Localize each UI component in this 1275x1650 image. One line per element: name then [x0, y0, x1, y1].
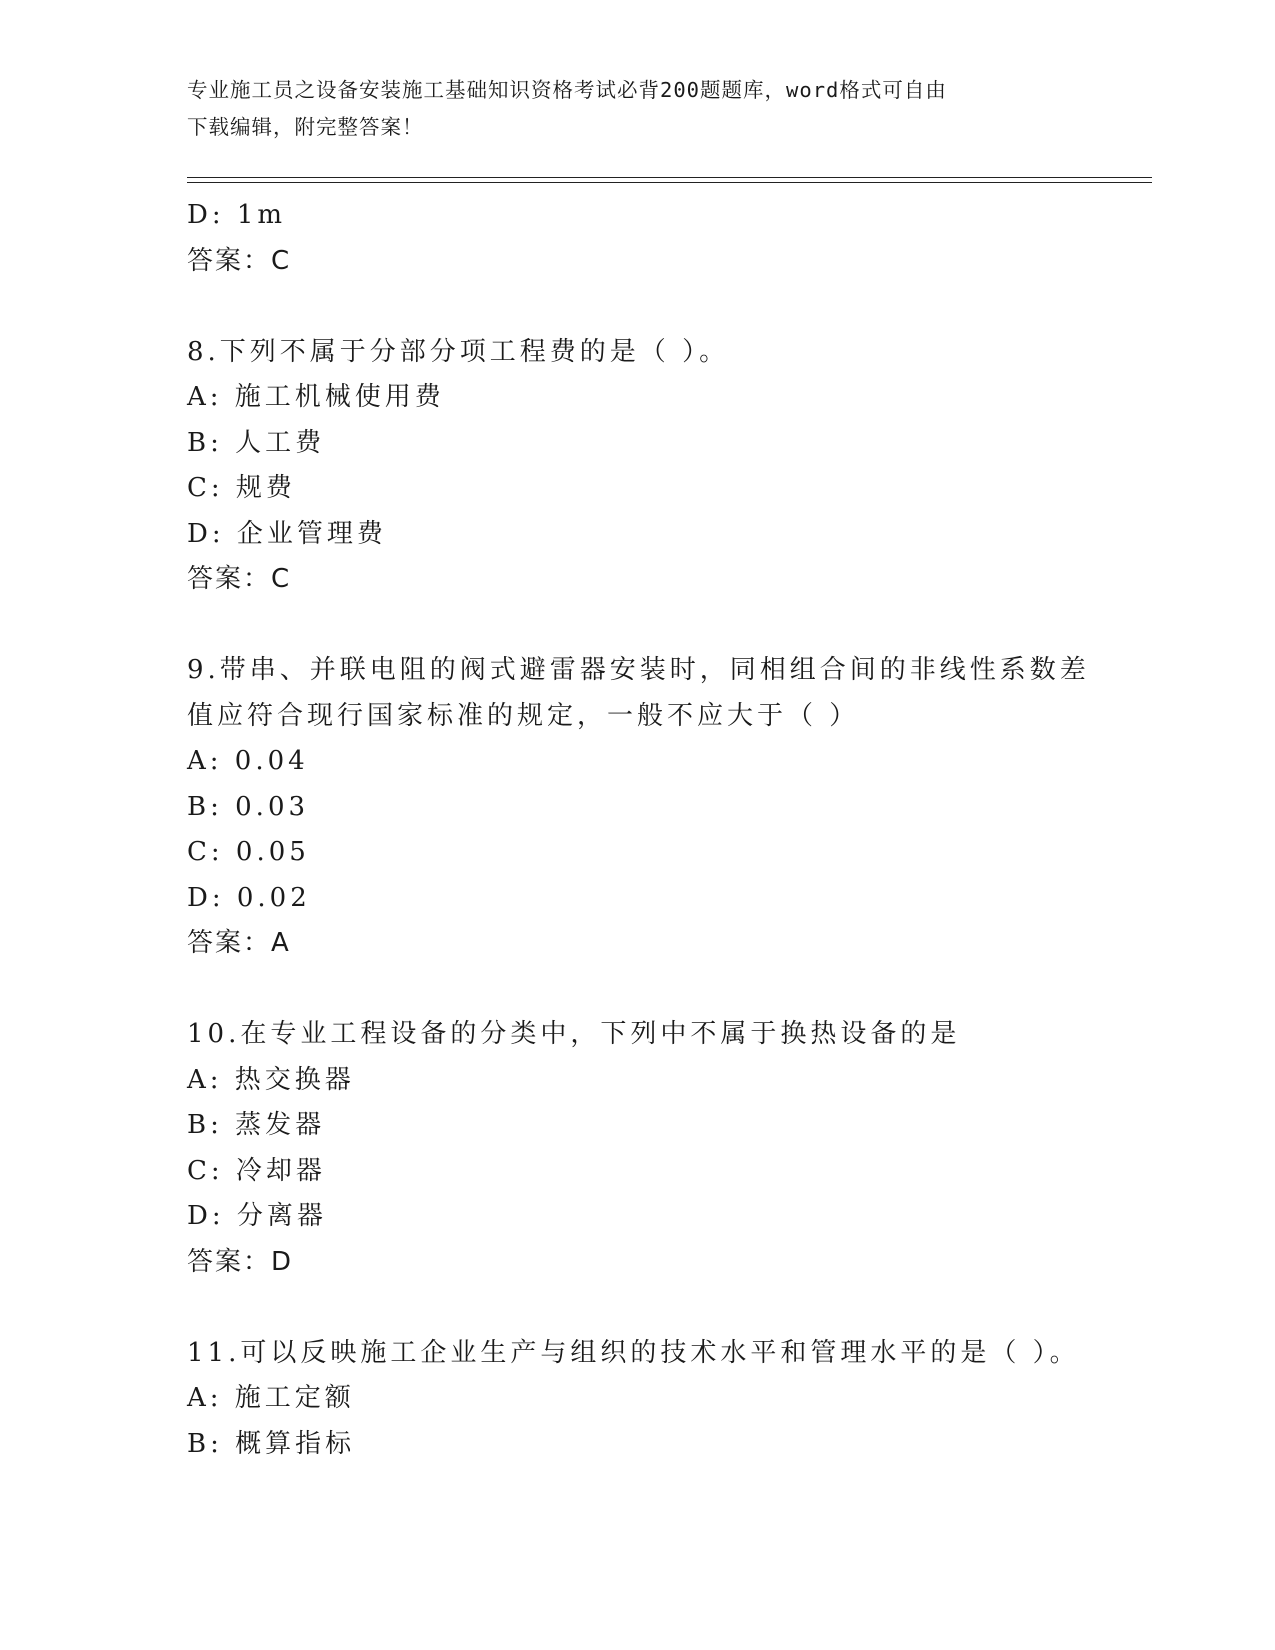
header-line-1: 专业施工员之设备安装施工基础知识资格考试必背200题题库，word格式可自由 [187, 78, 947, 102]
option-b: B: 概算指标 [187, 1428, 356, 1459]
question-stem: 11.可以反映施工企业生产与组织的技术水平和管理水平的是（ ）。 [187, 1337, 1080, 1368]
option-b: B: 0.03 [187, 791, 310, 822]
option-a: A: 热交换器 [187, 1064, 355, 1095]
document-header [187, 72, 1077, 146]
option-d: D: 企业管理费 [187, 518, 387, 549]
answer: 答案：C [187, 245, 292, 276]
option-a: A: 施工机械使用费 [187, 382, 445, 412]
option-a: A: 施工定额 [187, 1383, 355, 1413]
question-10 [187, 1012, 1152, 1285]
answer: 答案：D [187, 1246, 294, 1277]
question-stem: 10.在专业工程设备的分类中，下列中不属于换热设备的是 [187, 1019, 961, 1049]
spacer [187, 284, 1152, 330]
option-d: D: 分离器 [187, 1201, 327, 1231]
header-divider-top [187, 177, 1152, 178]
spacer [187, 1285, 1152, 1331]
question-9 [187, 648, 1152, 967]
option-c: C: 0.05 [187, 837, 310, 867]
header-line-2: 下载编辑，附完整答案！ [187, 115, 424, 139]
header-divider-bottom [187, 182, 1152, 183]
option-a: A: 0.04 [187, 746, 309, 776]
option-d: D: 1m [187, 200, 287, 230]
question-stem-line-2: 值应符合现行国家标准的规定，一般不应大于（ ） [187, 700, 860, 731]
option-d: D: 0.02 [187, 882, 311, 913]
option-b: B: 蒸发器 [187, 1110, 326, 1140]
spacer [187, 967, 1152, 1013]
question-8 [187, 330, 1152, 603]
option-c: C: 冷却器 [187, 1155, 326, 1186]
spacer [187, 603, 1152, 649]
question-11 [187, 1331, 1152, 1468]
question-list [187, 193, 1152, 1467]
option-b: B: 人工费 [187, 427, 326, 458]
question-stem-line-1: 9.带串、并联电阻的阀式避雷器安装时，同相组合间的非线性系数差 [187, 655, 1090, 685]
answer: 答案：A [187, 928, 291, 958]
option-c: C: 规费 [187, 473, 296, 503]
question-stem: 8.下列不属于分部分项工程费的是（ ）。 [187, 336, 730, 367]
answer: 答案：C [187, 564, 292, 594]
